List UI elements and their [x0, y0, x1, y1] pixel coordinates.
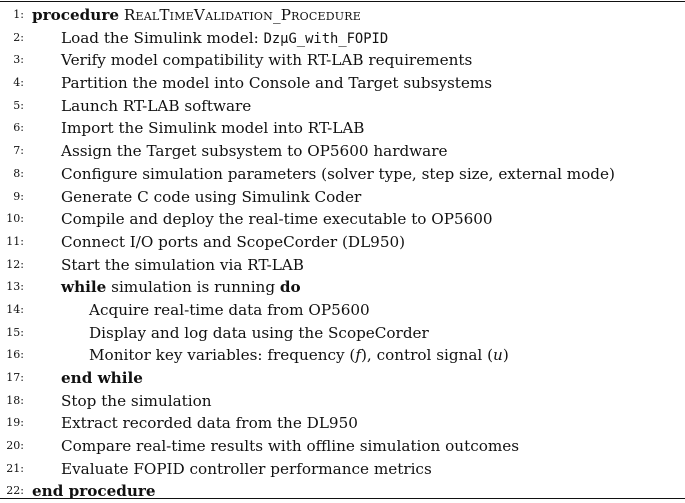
line-content — [32, 4, 361, 27]
algorithm-line — [0, 208, 685, 231]
line-number: 3: — [13, 53, 24, 67]
keyword-do: do — [279, 278, 301, 297]
line-number: 17: — [6, 371, 24, 384]
algorithm-line — [0, 322, 685, 345]
algorithm-line — [0, 344, 685, 367]
line-number: 21: — [6, 461, 24, 475]
algorithm-line — [0, 412, 685, 435]
algorithm-line — [0, 95, 685, 118]
algorithm-line — [0, 231, 685, 254]
line-number: 1: — [13, 8, 24, 21]
variable-u: u — [493, 346, 503, 365]
loop-condition: simulation is running — [106, 278, 280, 297]
algorithm-block — [0, 4, 685, 503]
step-text: Load the Simulink model: — [61, 28, 264, 47]
line-number: 6: — [13, 121, 24, 135]
line-number: 12: — [6, 257, 24, 271]
line-number: 15: — [6, 325, 24, 339]
line-number: 11: — [6, 234, 24, 248]
variable-f: f — [355, 346, 361, 365]
algorithm-line — [0, 458, 685, 481]
line-content — [89, 344, 509, 367]
line-number: 9: — [13, 189, 24, 203]
step-text: Partition the model into Console and Target subsystems — [61, 74, 493, 93]
algorithm-line — [0, 4, 685, 27]
algorithm-line — [0, 72, 685, 95]
step-text: Generate C code using Simulink Coder — [61, 187, 362, 206]
line-number: 18: — [6, 393, 24, 407]
step-text: Compile and deploy the real-time executable to OP5600 — [61, 210, 493, 229]
step-text: Stop the simulation — [61, 391, 212, 410]
algorithm-line — [0, 186, 685, 209]
step-text: Connect I/O ports and ScopeCorder (DL950) — [61, 232, 406, 251]
model-name-code: DzµG_with_FOPID — [263, 30, 389, 47]
step-text: Acquire real-time data from OP5600 — [89, 300, 370, 319]
line-number: 7: — [13, 144, 24, 158]
keyword-end-while: end while — [61, 369, 143, 387]
line-number: 8: — [13, 166, 24, 180]
keyword-while: while — [61, 278, 107, 297]
algorithm-line — [0, 435, 685, 458]
step-text: Import the Simulink model into RT-LAB — [61, 119, 365, 138]
line-number: 2: — [13, 30, 24, 44]
algorithm-line — [0, 140, 685, 163]
step-text: Compare real-time results with offline simulation outcomes — [61, 437, 520, 456]
step-text: Verify model compatibility with RT-LAB requirements — [61, 51, 473, 70]
step-text: Evaluate FOPID controller performance metrics — [61, 459, 432, 478]
line-content — [61, 27, 388, 51]
algorithm-line — [0, 27, 685, 50]
line-number: 22: — [6, 484, 24, 498]
step-text: Display and log data using the ScopeCorder — [89, 323, 429, 342]
keyword-end-procedure: end procedure — [32, 482, 156, 501]
line-number: 5: — [13, 98, 24, 112]
step-text: ), control signal ( — [361, 346, 494, 365]
algorithm-line — [0, 117, 685, 140]
step-text: Extract recorded data from the DL950 — [61, 414, 358, 433]
line-number: 20: — [6, 439, 24, 453]
step-text: Launch RT-LAB software — [61, 96, 252, 115]
algorithm-line — [0, 163, 685, 186]
algorithm-line — [0, 480, 685, 503]
algorithm-line — [0, 276, 685, 299]
algorithm-line — [0, 299, 685, 322]
procedure-name: RealTimeValidation_Procedure — [123, 6, 361, 24]
line-number: 10: — [6, 212, 24, 226]
top-rule — [0, 1, 685, 2]
step-text: ) — [502, 346, 509, 365]
bottom-rule — [0, 498, 685, 499]
algorithm-line — [0, 49, 685, 72]
line-number: 19: — [6, 416, 24, 430]
line-number: 13: — [6, 280, 24, 294]
step-text: Monitor key variables: frequency ( — [89, 346, 356, 365]
algorithm-line — [0, 254, 685, 277]
step-text: Start the simulation via RT-LAB — [61, 255, 304, 274]
algorithm-line — [0, 390, 685, 413]
step-text: Configure simulation parameters (solver type, step size, external mode) — [61, 164, 615, 183]
algorithm-line — [0, 367, 685, 390]
line-content — [61, 276, 301, 299]
keyword-procedure: procedure — [32, 6, 119, 24]
line-number: 16: — [6, 348, 24, 362]
step-text: Assign the Target subsystem to OP5600 hardware — [61, 142, 448, 161]
line-number: 4: — [13, 76, 24, 90]
line-number: 14: — [6, 302, 24, 316]
